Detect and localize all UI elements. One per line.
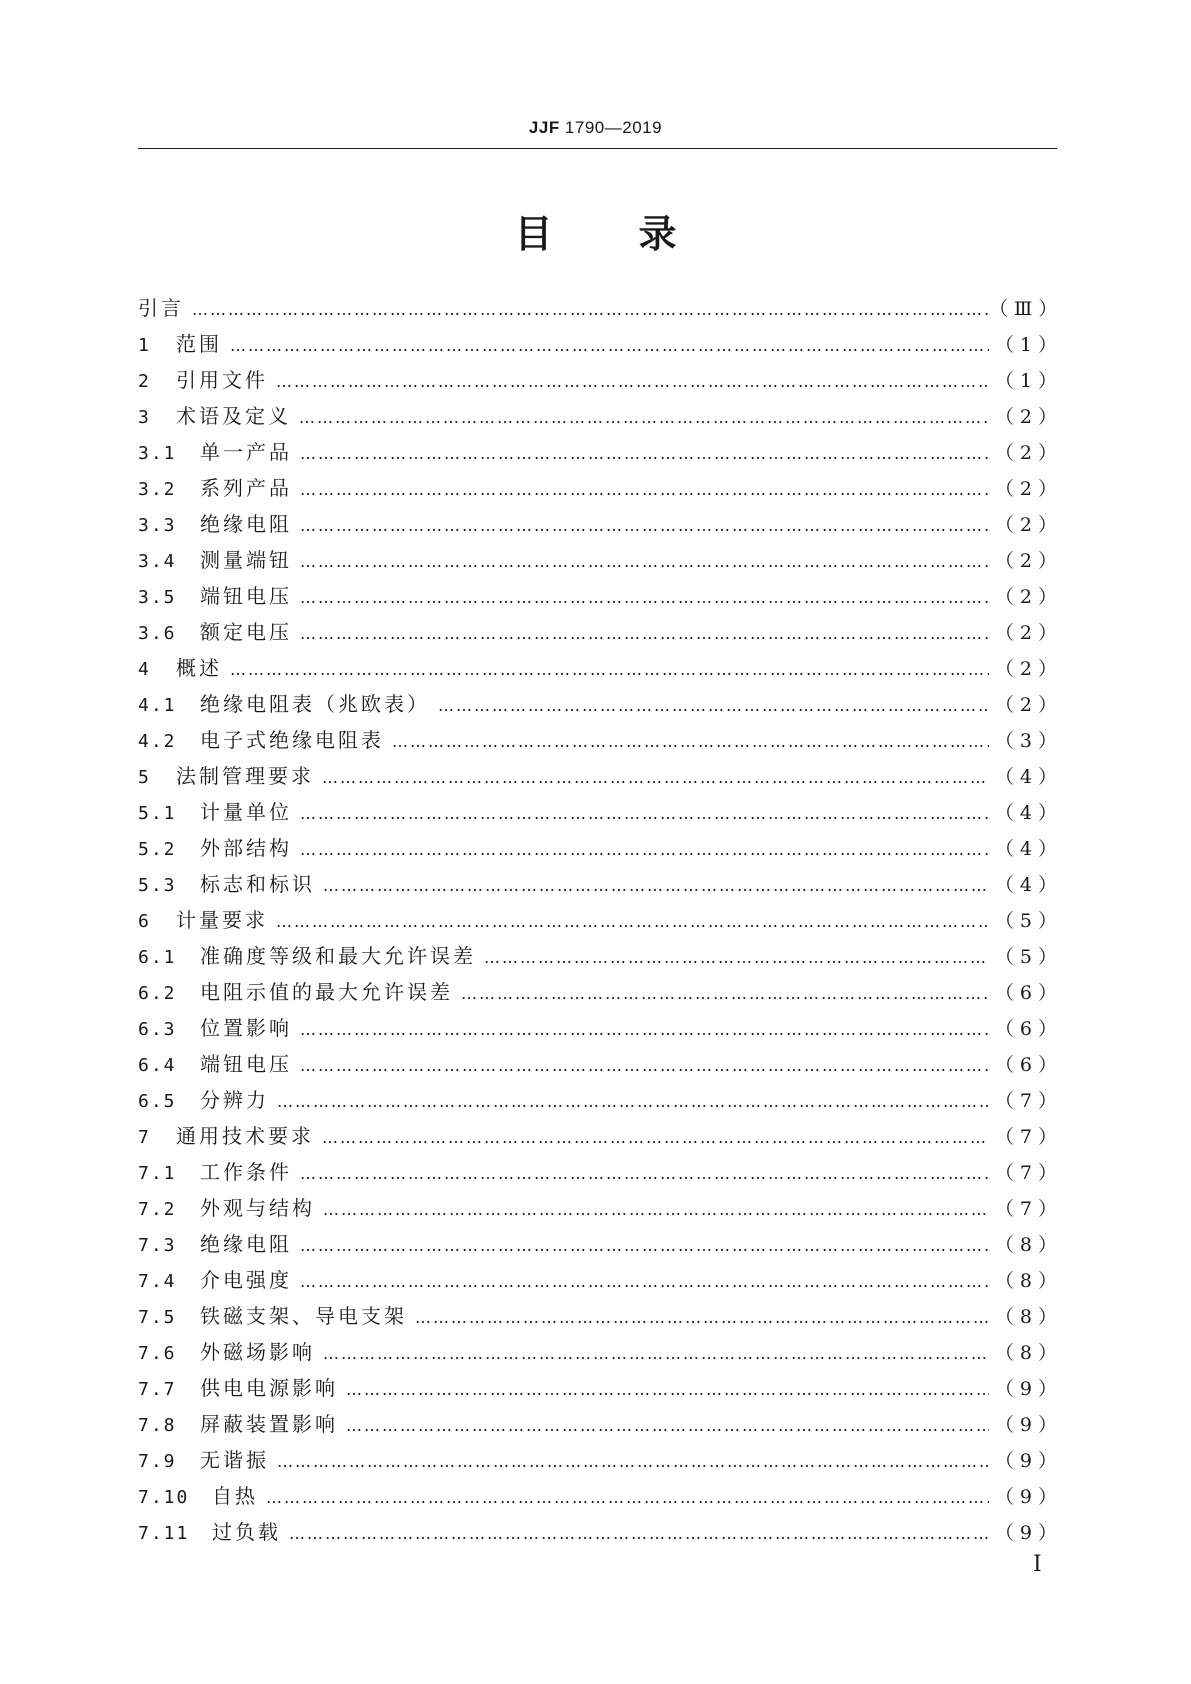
toc-entry[interactable] [138,542,1063,578]
toc-entry-page: （9） [994,1522,1063,1544]
toc-leader-dots [323,1192,989,1228]
toc-entry[interactable] [138,326,1063,362]
toc-entry-number: 5 [138,767,151,788]
toc-entry-page: （5） [994,946,1063,968]
toc-entry-page: （6） [994,982,1063,1004]
toc-entry[interactable] [138,290,1064,326]
toc-entry-label: 电子式绝缘电阻表 [200,728,384,752]
toc-entry-label: 过负载 [212,1520,281,1544]
toc-entry[interactable] [138,1298,1063,1334]
toc-entry-label: 范围 [176,332,222,356]
toc-entry[interactable] [138,686,1063,722]
toc-entry-label: 电阻示值的最大允许误差 [200,980,453,1004]
toc-entry-label: 引用文件 [176,368,268,392]
page-number: I [1033,1552,1042,1577]
toc-entry-label: 自热 [212,1484,258,1508]
toc-entry[interactable] [138,1118,1063,1154]
toc-entry-page: （8） [994,1270,1063,1292]
toc-entry-page: （1） [994,370,1063,392]
toc-leader-dots [346,1408,989,1444]
toc-entry-page: （Ⅲ） [989,298,1064,320]
toc-entry[interactable] [138,1082,1063,1118]
toc-entry-page: （6） [994,1018,1063,1040]
toc-entry[interactable] [138,1514,1063,1550]
toc-entry-page: （8） [994,1342,1063,1364]
toc-leader-dots [300,1156,989,1192]
toc-entry-number: 6.5 [138,1091,177,1112]
toc-entry-page: （2） [994,550,1063,572]
toc-entry-label: 介电强度 [200,1268,292,1292]
toc-entry-label: 位置影响 [200,1016,292,1040]
toc-entry-label: 绝缘电阻表（兆欧表） [200,692,430,716]
toc-entry-label: 铁磁支架、导电支架 [200,1304,407,1328]
toc-entry-label: 外观与结构 [200,1196,315,1220]
toc-entry[interactable] [138,578,1063,614]
toc-entry-label: 准确度等级和最大允许误差 [200,944,476,968]
toc-entry-number: 7.6 [138,1343,177,1364]
toc-entry-page: （2） [994,658,1063,680]
toc-entry-number: 6.3 [138,1019,177,1040]
toc-leader-dots [300,436,989,472]
toc-entry-page: （9） [994,1450,1063,1472]
toc-entry-label: 额定电压 [200,620,292,644]
toc-entry-number: 7.4 [138,1271,177,1292]
toc-entry[interactable] [138,398,1063,434]
toc-entry[interactable] [138,1046,1063,1082]
toc-leader-dots [230,652,989,688]
toc-entry-number: 7 [138,1127,151,1148]
toc-leader-dots [322,1120,989,1156]
header-rule [138,148,1057,149]
toc-leader-dots [299,400,989,436]
toc-entry-page: （4） [994,838,1063,860]
toc-entry-page: （1） [994,334,1063,356]
toc-entry-number: 3.2 [138,479,177,500]
toc-entry-number: 4 [138,659,151,680]
toc-leader-dots [289,1516,989,1552]
toc-entry-number: 5.3 [138,875,177,896]
toc-entry-page: （7） [994,1090,1063,1112]
toc-entry-page: （7） [994,1126,1063,1148]
toc-entry[interactable] [138,866,1063,902]
toc-entry-number: 3 [138,407,151,428]
toc-entry-label: 引言 [138,296,184,320]
toc-entry[interactable] [138,794,1063,830]
toc-entry-label: 外磁场影响 [200,1340,315,1364]
toc-entry-number: 7.1 [138,1163,177,1184]
standard-code-prefix: JJF [528,118,560,137]
toc-entry[interactable] [138,506,1063,542]
toc-entry-number: 7.5 [138,1307,177,1328]
toc-leader-dots [323,1336,989,1372]
toc-entry-page: （7） [994,1162,1063,1184]
toc-entry-number: 7.2 [138,1199,177,1220]
toc-entry-page: （2） [994,586,1063,608]
toc-entry-page: （2） [994,622,1063,644]
toc-entry-page: （2） [994,514,1063,536]
toc-entry[interactable] [138,938,1063,974]
toc-entry-number: 1 [138,335,151,356]
toc-entry-label: 标志和标识 [200,872,315,896]
toc-entry-number: 6 [138,911,151,932]
toc-entry[interactable] [138,1406,1063,1442]
toc-entry-label: 通用技术要求 [176,1124,314,1148]
toc-entry[interactable] [138,434,1063,470]
toc-entry-number: 3.5 [138,587,177,608]
toc-leader-dots [300,1264,989,1300]
toc-entry-number: 3.3 [138,515,177,536]
toc-leader-dots [300,1228,989,1264]
toc-entry[interactable] [138,722,1063,758]
title-char-1: 目 [514,212,553,256]
toc-entry-page: （2） [994,694,1063,716]
toc-entry-label: 屏蔽装置影响 [200,1412,338,1436]
toc-entry-page: （8） [994,1234,1063,1256]
toc-entry-label: 法制管理要求 [176,764,314,788]
toc-entry-page: （9） [994,1486,1063,1508]
toc-entry-label: 绝缘电阻 [200,512,292,536]
toc-entry[interactable] [138,974,1063,1010]
toc-leader-dots [461,976,989,1012]
toc-leader-dots [415,1300,989,1336]
toc-entry[interactable] [138,614,1063,650]
toc-entry[interactable] [138,758,1063,794]
toc-leader-dots [438,688,989,724]
toc-leader-dots [300,1012,989,1048]
table-of-contents [138,290,1064,1550]
toc-entry[interactable] [138,650,1063,686]
toc-entry-label: 外部结构 [200,836,292,860]
toc-entry-number: 7.10 [138,1487,190,1508]
toc-entry-page: （4） [994,766,1063,788]
toc-entry-number: 3.4 [138,551,177,572]
toc-entry-number: 7.9 [138,1451,177,1472]
toc-leader-dots [300,1048,989,1084]
toc-entry-number: 7.3 [138,1235,177,1256]
toc-entry-label: 测量端钮 [200,548,292,572]
toc-leader-dots [392,724,989,760]
toc-leader-dots [322,760,989,796]
toc-entry-number: 5.2 [138,839,177,860]
toc-entry-page: （4） [994,874,1063,896]
toc-entry-label: 端钮电压 [200,1052,292,1076]
toc-entry[interactable] [138,830,1063,866]
toc-entry[interactable] [138,1226,1063,1262]
toc-entry[interactable] [138,1154,1063,1190]
toc-leader-dots [277,1084,989,1120]
toc-leader-dots [300,544,989,580]
toc-leader-dots [484,940,989,976]
toc-entry-number: 7.7 [138,1379,177,1400]
toc-entry-number: 2 [138,371,151,392]
toc-entry[interactable] [138,1010,1063,1046]
toc-entry-label: 工作条件 [200,1160,292,1184]
toc-entry[interactable] [138,1442,1063,1478]
toc-entry[interactable] [138,362,1063,398]
toc-entry-label: 分辨力 [200,1088,269,1112]
toc-leader-dots [192,292,989,328]
toc-entry-page: （2） [994,406,1063,428]
toc-entry-page: （7） [994,1198,1063,1220]
toc-entry-page: （3） [994,730,1063,752]
toc-entry-page: （9） [994,1414,1063,1436]
toc-entry-label: 计量要求 [176,908,268,932]
page-title [0,203,1191,258]
toc-entry[interactable] [138,1334,1063,1370]
toc-leader-dots [300,832,989,868]
toc-entry-label: 供电电源影响 [200,1376,338,1400]
toc-entry-label: 无谐振 [200,1448,269,1472]
toc-leader-dots [276,364,989,400]
standard-code-number: 1790—2019 [559,118,663,137]
toc-leader-dots [277,1444,989,1480]
document-header [0,118,1191,138]
toc-entry-number: 3.6 [138,623,177,644]
toc-entry-label: 计量单位 [200,800,292,824]
toc-entry[interactable] [138,470,1063,506]
toc-leader-dots [346,1372,989,1408]
toc-entry-page: （6） [994,1054,1063,1076]
toc-entry-page: （2） [994,442,1063,464]
toc-entry-number: 6.2 [138,983,177,1004]
title-char-2: 录 [638,212,677,256]
toc-leader-dots [276,904,989,940]
toc-entry-number: 7.11 [138,1523,190,1544]
toc-entry[interactable] [138,1370,1063,1406]
toc-leader-dots [300,472,989,508]
toc-entry-number: 5.1 [138,803,177,824]
toc-entry-label: 术语及定义 [176,404,291,428]
toc-entry-page: （4） [994,802,1063,824]
toc-leader-dots [230,328,989,364]
toc-entry-label: 单一产品 [200,440,292,464]
toc-entry-label: 端钮电压 [200,584,292,608]
toc-leader-dots [300,616,989,652]
toc-entry-number: 6.4 [138,1055,177,1076]
toc-entry-page: （9） [994,1378,1063,1400]
toc-leader-dots [266,1480,989,1516]
toc-entry-number: 4.1 [138,695,177,716]
toc-entry[interactable] [138,1478,1063,1514]
toc-leader-dots [300,508,989,544]
toc-entry-number: 3.1 [138,443,177,464]
toc-entry-page: （5） [994,910,1063,932]
toc-leader-dots [300,796,989,832]
toc-entry-label: 系列产品 [200,476,292,500]
toc-leader-dots [300,580,989,616]
toc-entry[interactable] [138,1190,1063,1226]
toc-leader-dots [323,868,989,904]
toc-entry[interactable] [138,902,1063,938]
toc-entry-label: 绝缘电阻 [200,1232,292,1256]
toc-entry-page: （8） [994,1306,1063,1328]
toc-entry-number: 4.2 [138,731,177,752]
toc-entry-number: 6.1 [138,947,177,968]
toc-entry-label: 概述 [176,656,222,680]
toc-entry-number: 7.8 [138,1415,177,1436]
toc-entry[interactable] [138,1262,1063,1298]
toc-entry-page: （2） [994,478,1063,500]
